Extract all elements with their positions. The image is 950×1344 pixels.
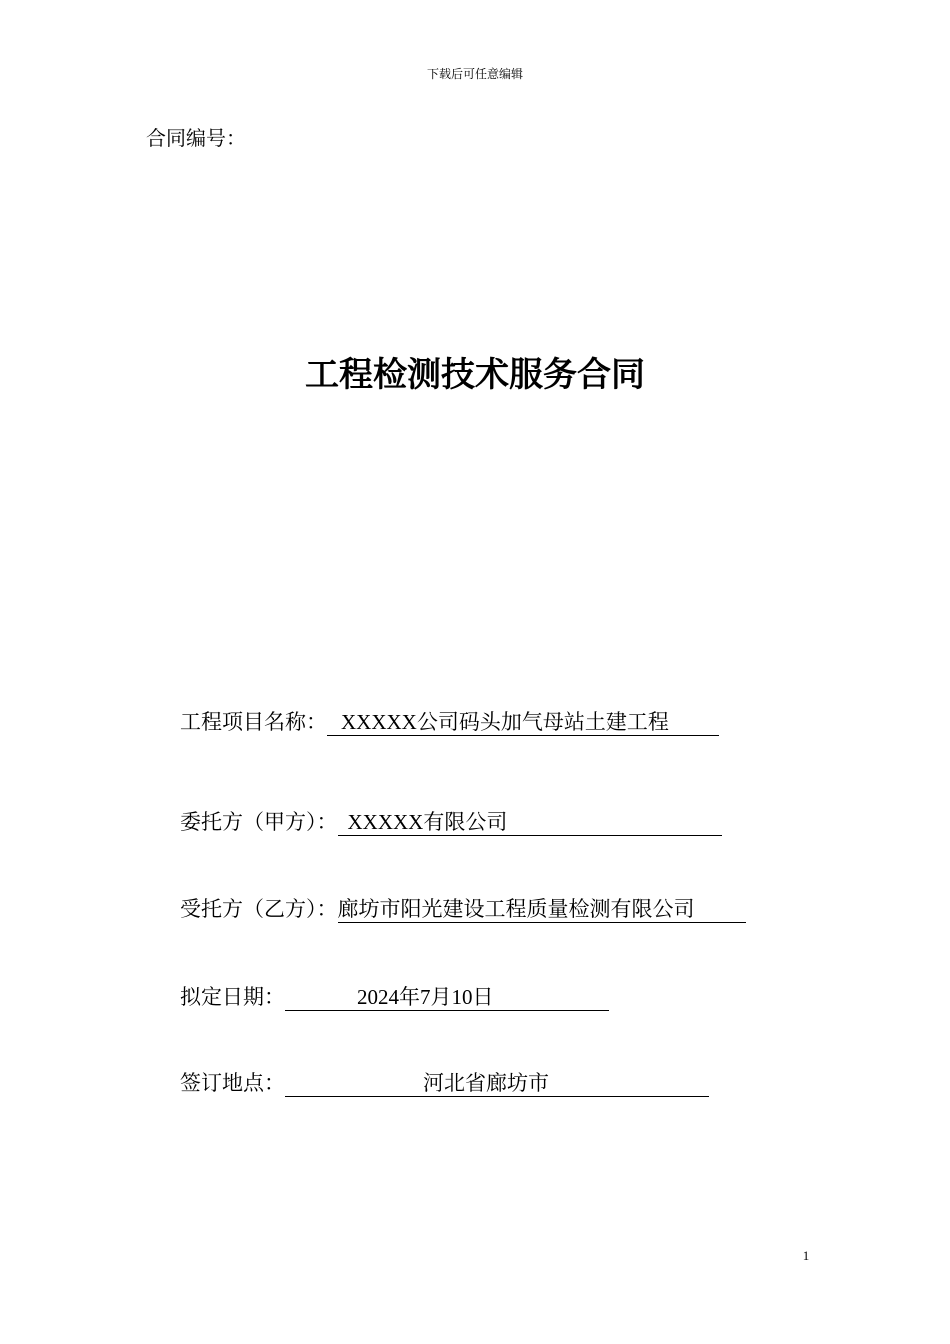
signing-place-label: 签订地点： (180, 1071, 285, 1095)
contractor-value: 廊坊市阳光建设工程质量检测有限公司 (338, 896, 746, 923)
header-note: 下载后可任意编辑 (426, 67, 523, 81)
contract-number-label: 合同编号： (146, 128, 246, 150)
contractor-field (180, 895, 746, 923)
page-number: 1 (802, 1248, 810, 1263)
drafting-date-field (180, 983, 609, 1011)
document-title: 工程检测技术服务合同 (305, 355, 645, 395)
signing-place-value: 河北省廊坊市 (285, 1070, 709, 1097)
project-name-value: XXXXX公司码头加气母站土建工程 (327, 709, 719, 736)
drafting-date-value: 2024年7月10日 (285, 984, 609, 1011)
project-name-field (180, 708, 719, 736)
project-name-label: 工程项目名称： (180, 710, 327, 734)
client-field (180, 808, 722, 836)
client-label: 委托方（甲方）： (180, 810, 338, 834)
drafting-date-label: 拟定日期： (180, 985, 285, 1009)
contractor-label: 受托方（乙方）： (180, 897, 338, 921)
signing-place-field (180, 1069, 709, 1097)
client-value: XXXXX有限公司 (338, 809, 722, 836)
